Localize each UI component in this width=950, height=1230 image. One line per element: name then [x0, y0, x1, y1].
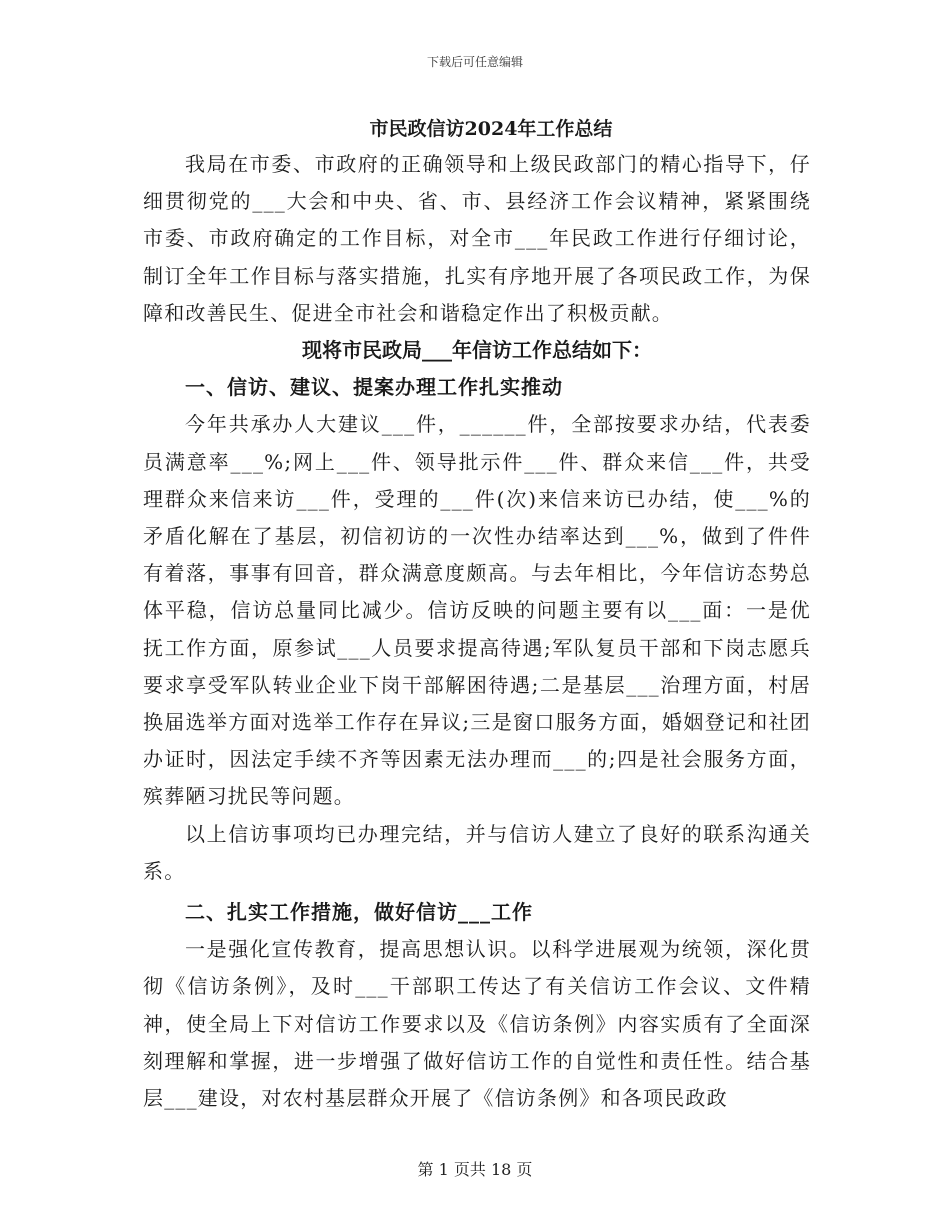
header-note: 下载后可任意编辑	[426, 55, 523, 69]
section2-paragraph-1: 一是强化宣传教育，提高思想认识。以科学进展观为统领，深化贯彻《信访条例》，及时___干部职工传达了有关信访工作会议、文件精神，使全局上下对信访工作要求以及《信访条例》内容实质有了全面深刻理解和掌握，进一步增强了做好信访工作的自觉性和责任性。结合基层___建设，对农村基层群众开展了《信访条例》和各项民政政	[143, 937, 811, 1111]
section2-heading: 二、扎实工作措施，做好信访___工作	[185, 900, 533, 925]
intro-paragraph: 我局在市委、市政府的正确领导和上级民政部门的精心指导下，仔细贯彻党的___大会和中央、省、市、县经济工作会议精神，紧紧围绕市委、市政府确定的工作目标，对全市___年民政工作进行仔细讨论，制订全年工作目标与落实措施，扎实有序地开展了各项民政工作，为保障和改善民生、促进全市社会和谐稳定作出了积极贡献。	[143, 152, 811, 325]
section1-paragraph-1: 今年共承办人大建议___件，______件，全部按要求办结，代表委员满意率___%;网上___件、领导批示件___件、群众来信___件，共受理群众来信来访___件，受理的___件(次)来信来访已办结，使___%的矛盾化解在了基层，初信初访的一次性办结率达到___%，做到了件件有着落，事事有回音，群众满意度颇高。与去年相比，今年信访态势总体平稳，信访总量同比减少。信访反映的问题主要有以___面：一是优抚工作方面，原参试___人员要求提高待遇;军队复员干部和下岗志愿兵要求享受军队转业企业下岗干部解困待遇;二是基层___治理方面，村居换届选举方面对选举工作存在异议;三是窗口服务方面，婚姻登记和社团办证时，因法定手续不齐等因素无法办理而___的;四是社会服务方面，殡葬陋习扰民等问题。	[143, 412, 811, 809]
document-title: 市民政信访2024年工作总结	[369, 118, 613, 140]
section1-paragraph-2: 以上信访事项均已办理完结，并与信访人建立了良好的联系沟通关系。	[143, 821, 811, 883]
page-number: 第 1 页共 18 页	[417, 1160, 533, 1179]
section1-heading: 一、信访、建议、提案办理工作扎实推动	[185, 375, 563, 400]
summary-heading: 现将市民政局___年信访工作总结如下：	[302, 338, 652, 363]
document-body	[143, 112, 811, 1117]
